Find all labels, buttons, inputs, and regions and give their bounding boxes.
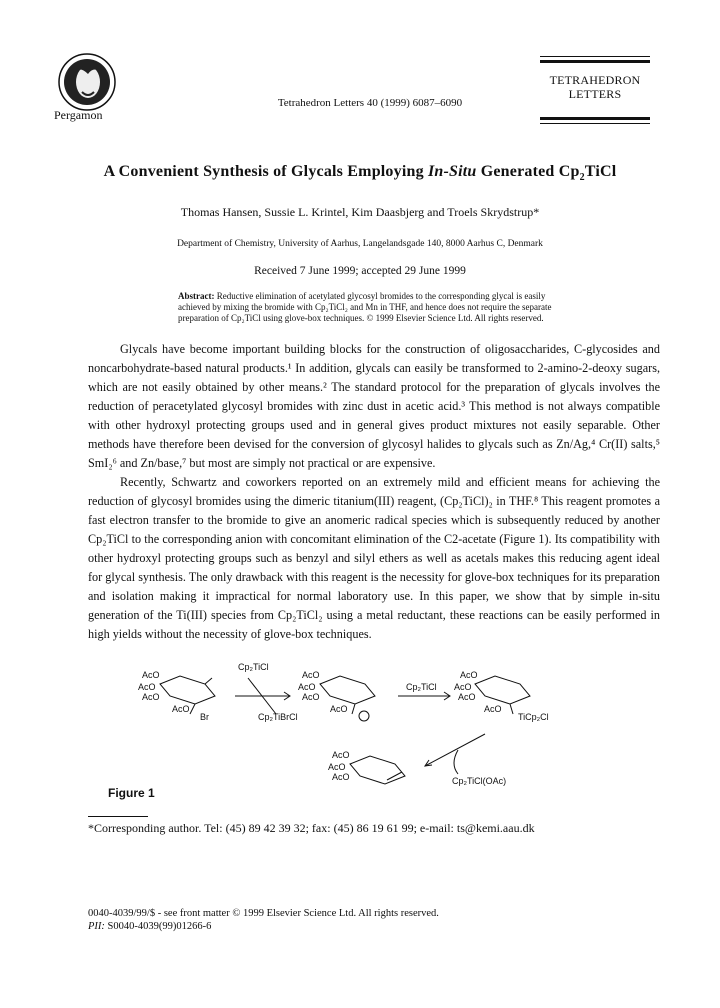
figure-caption: Figure 1 xyxy=(108,786,155,800)
paragraph-1: Glycals have become important building blocks for the construction of oligosaccharides, C-glycosides and noncarbohydrate-based natural products.¹ In addition, glycals can easily be transformed to 2-amino-2-deoxy sugars, which are not easily obtained by other means.² The standard protocol for the preparation of glycals involves the reduction of peracetylated glycosyl bromides with zinc dust in acetic acid.³ This method is not always compatible with other hydroxyl protecting groups used and in general gives product mixtures not easily separable. Other methods have therefore been devised for the conversion of glycosyl halides to glycals such as Zn/Ag,⁴ Cr(II) salts,⁵ SmI₂⁶ and Zn/base,⁷ but most are simply not practical or are expensive. xyxy=(88,342,660,470)
affiliation: Department of Chemistry, University of Aarhus, Langelandsgade 140, 8000 Aarhus C, Denmark xyxy=(177,239,543,249)
publisher-name: Pergamon xyxy=(54,108,103,122)
fig-aco-11: AcO xyxy=(458,692,476,702)
fig-aco-7: AcO xyxy=(302,692,320,702)
fig-br: Br xyxy=(200,712,209,722)
pii-value: S0040-4039(99)01266-6 xyxy=(104,921,212,932)
fig-aco-1: AcO xyxy=(142,670,160,680)
fig-aco-3: AcO xyxy=(142,692,160,702)
fig-aco-9: AcO xyxy=(460,670,478,680)
corresponding-author-footnote: *Corresponding author. Tel: (45) 89 42 39 32; fax: (45) 86 19 61 99; e-mail: ts@kemi.aau.dk xyxy=(88,821,535,835)
fig-aco-12: AcO xyxy=(484,704,502,714)
fig-aco-6: AcO xyxy=(298,682,316,692)
fig-aco-14: AcO xyxy=(328,762,346,772)
fig-aco-10: AcO xyxy=(454,682,472,692)
fig-aco-2: AcO xyxy=(138,682,156,692)
author-list: Thomas Hansen, Sussie L. Krintel, Kim Daasbjerg and Troels Skrydstrup* xyxy=(180,205,540,219)
pii-label: PII: xyxy=(88,921,105,932)
fig-aco-13: AcO xyxy=(332,750,350,760)
fig-reagent-top: Cp₂TiCl xyxy=(238,662,269,672)
body-text xyxy=(88,340,660,644)
fig-aco-5: AcO xyxy=(302,670,320,680)
article-title: A Convenient Synthesis of Glycals Employing In-Situ Generated $Cp_2TiCl$ xyxy=(103,163,617,184)
footnote-rule xyxy=(88,816,148,817)
abstract: Abstract: Reductive elimination of acetylated glycosyl bromides to the corresponding glycal is easily achieved by mixing the bromide with Cp₂TiCl₂ and Mn in THF, and hence does not require the separate preparation of Cp₂TiCl using glove-box techniques. © 1999 Elsevier Science Ltd. All rights reserved. xyxy=(178,291,552,323)
journal-name-line1: TETRAHEDRON xyxy=(549,73,641,87)
paragraph-2: Recently, Schwartz and coworkers reported on an extremely mild and efficient means for achieving the reduction of glycosyl bromides using the dimeric titanium(III) reagent, (Cp₂TiCl)₂ in THF.⁸ This reagent promotes a fast electron transfer to the bromide to give an anomeric radical species which is subsequently reduced by another Cp₂TiCl to the corresponding anion with concomitant elimination of the C2-acetate (Figure 1). Its compatibility with other hydroxyl protecting groups such as benzyl and silyl ethers as well as acetals makes this reducing agent ideal for glycal synthesis. The only drawback with this reagent is the necessity for glove-box techniques for its preparation and isolation making it impractical for normal laboratory use. In this paper, we show that by simple in-situ generation of the Ti(III) species from Cp₂TiCl₂ using a metal reductant, these reactions can be easily performed in high yields without the necessity of glove-box techniques. xyxy=(88,475,660,641)
journal-name-line2: LETTERS xyxy=(568,87,622,101)
received-dates: Received 7 June 1999; accepted 29 June 1999 xyxy=(254,265,466,277)
fig-ti-group: TiCp₂Cl xyxy=(518,712,549,722)
fig-aco-15: AcO xyxy=(332,772,350,782)
copyright-line: 0040-4039/99/$ - see front matter © 1999 Elsevier Science Ltd. All rights reserved. xyxy=(88,908,439,919)
copyright-block xyxy=(88,907,439,933)
journal-citation: Tetrahedron Letters 40 (1999) 6087–6090 xyxy=(277,97,463,109)
fig-aco-4: AcO xyxy=(172,704,190,714)
fig-byproduct-1: Cp₂TiBrCl xyxy=(258,712,298,722)
journal-brand xyxy=(540,56,650,127)
figure-1-scheme xyxy=(120,656,600,806)
fig-byproduct-2: Cp₂TiCl(OAc) xyxy=(452,776,507,786)
fig-aco-8: AcO xyxy=(330,704,348,714)
fig-reagent-mid: Cp₂TiCl xyxy=(406,682,437,692)
